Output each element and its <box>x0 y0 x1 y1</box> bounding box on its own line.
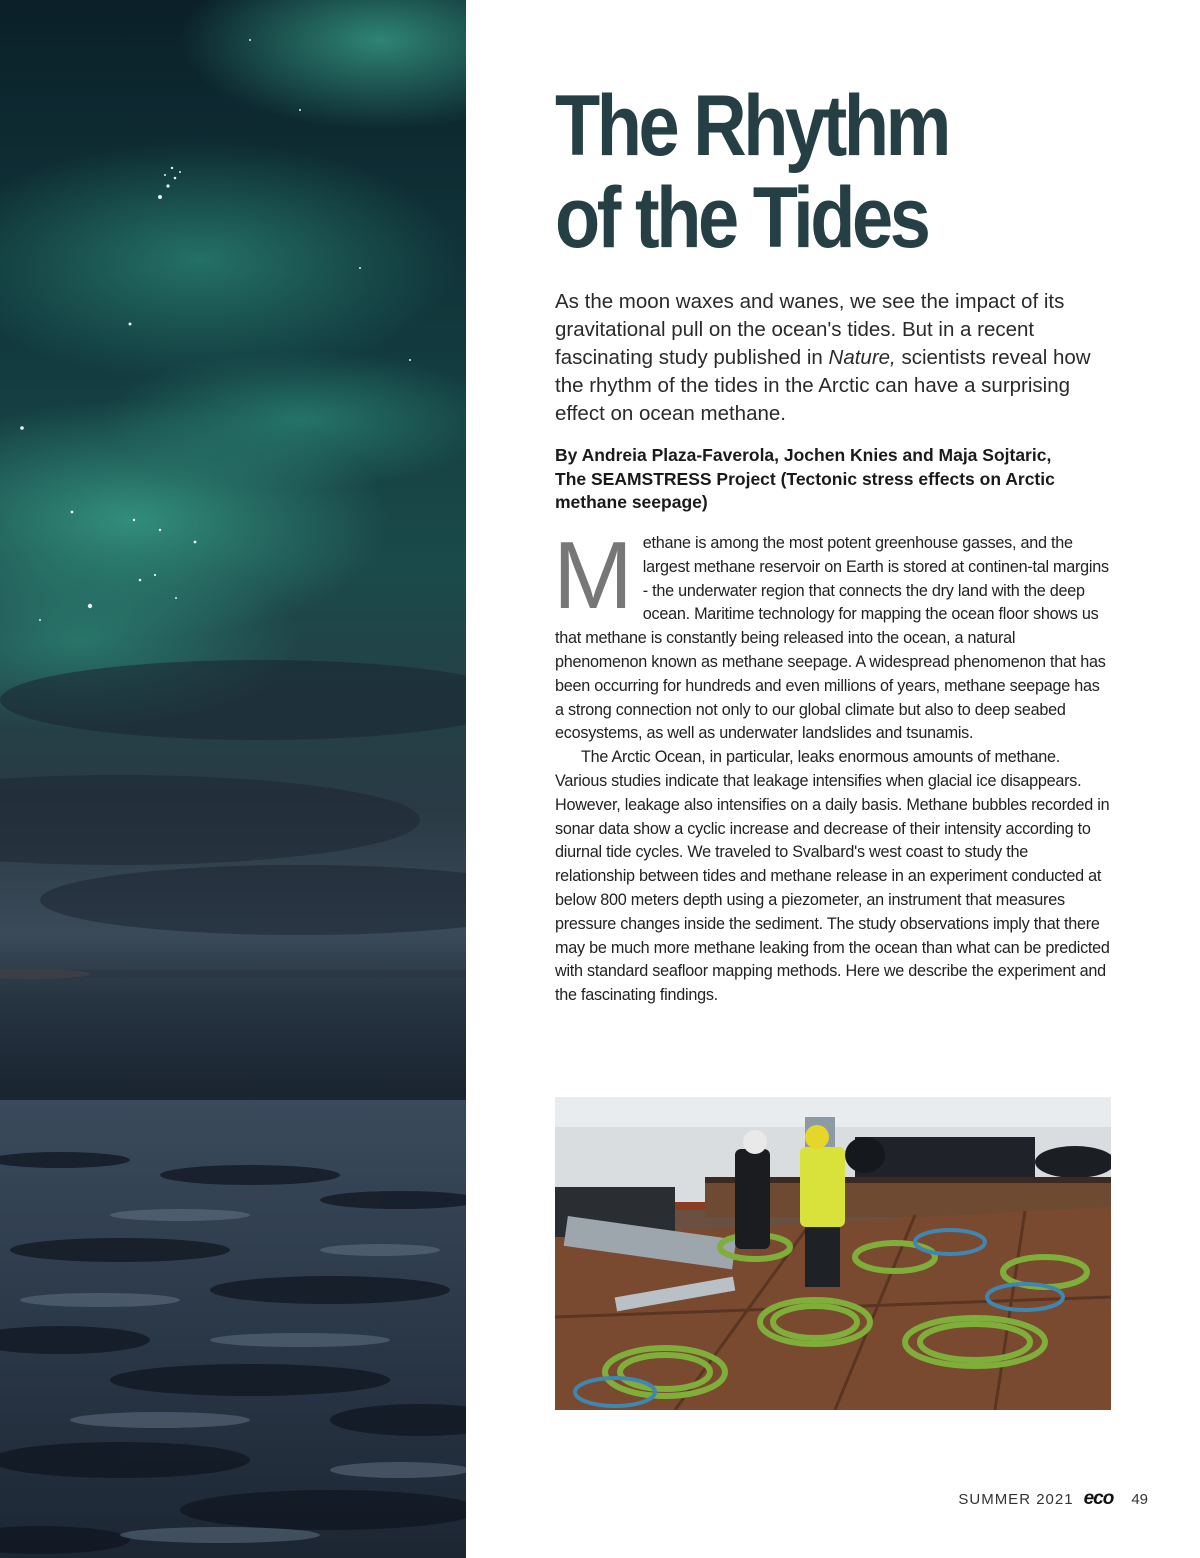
article-standfirst <box>555 288 1115 428</box>
standfirst-text-1: As the moon waxes and wanes, we see the impact of its gravitational pull on the ocean's tides. But in a recent fascinating study published in <box>555 290 1065 369</box>
deck-illustration <box>555 1097 1111 1410</box>
issue-label: SUMMER 2021 <box>958 1490 1074 1508</box>
ship-deck-photo <box>555 1097 1111 1410</box>
article-byline: By Andreia Plaza-Faverola, Jochen Knies and Maja Sojtaric, The SEAMSTRESS Project (Tectonic stress effects on Arctic methane seepage) <box>555 445 1055 512</box>
page-footer <box>958 1488 1148 1510</box>
standfirst-text-2: scientists reveal how the rhythm of the tides in the Arctic can have a surprising effect on ocean methane. <box>555 346 1091 425</box>
aurora-illustration <box>0 0 466 1558</box>
body-paragraph-2: The Arctic Ocean, in particular, leaks enormous amounts of methane. Various studies indicate that leakage intensifies when glacial ice disappears. However, leakage also intensifies on a daily basis. Methane bubbles recorded in sonar data show a cyclic increase and decrease of their intensity according to diurnal tide cycles. We traveled to Svalbard's west coast to study the relationship between tides and methane release in an experiment conducted at below 800 meters depth using a piezometer, an instrument that measures pressure changes inside the sediment. The study observations imply that there may be much more methane leaking from the ocean than what can be predicted with standard seafloor mapping methods. Here we describe the experiment and the fascinating findings. <box>555 748 1110 1005</box>
paragraph-1-text: ethane is among the most potent greenhouse gasses, and the largest methane reservoir on Earth is stored at continen-tal margins - the underwater region that connects the dry land with the deep ocean. Maritime technology for mapping the ocean floor shows us that methane is constantly being released into the ocean, a natural phenomenon known as methane seepage. A widespread phenomenon that has been occurring for hundreds and even millions of years, methane seepage has a strong connection not only to our global climate but also to deep seabed ecosystems, as well as underwater landslides and tsunamis. <box>555 534 1109 743</box>
page-number: 49 <box>1131 1490 1148 1508</box>
body-paragraph-1 <box>553 522 1111 746</box>
headline-line-1: The Rhythm <box>555 78 948 174</box>
article-body <box>553 522 1111 1008</box>
article-headline <box>555 80 1037 264</box>
drop-cap: M <box>553 522 633 629</box>
aurora-photo <box>0 0 466 1558</box>
headline-line-2: of the Tides <box>555 170 928 266</box>
journal-name: Nature, <box>828 346 896 369</box>
magazine-logo: eco <box>1083 1488 1114 1509</box>
